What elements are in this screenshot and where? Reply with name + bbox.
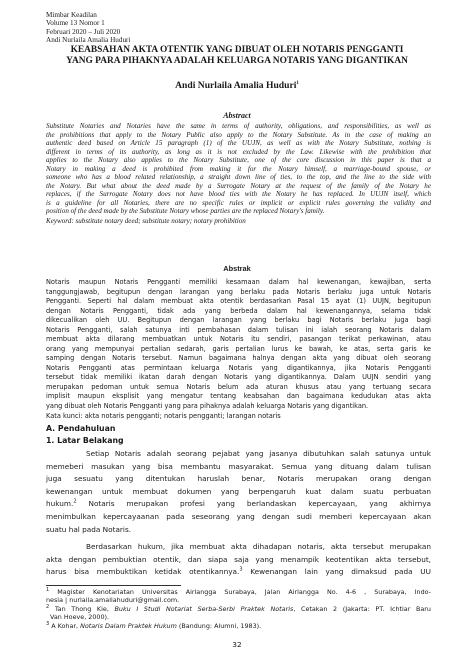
journal-period: Februari 2020 – Juli 2020 — [46, 27, 121, 36]
text-line: dikecualikan oleh UU. Begitupun dengan larangan yang berlaku bagi Notaris berlaku juga bagi — [46, 316, 431, 324]
journal-volume: Volume 13 Nomor 1 — [46, 19, 105, 28]
running-header — [46, 11, 130, 45]
paragraph-1 — [46, 448, 431, 536]
text-line: Notaris Pengganti, salah satunya inti pembahasan dalam tulisan ini ialah seorang Notaris dalam — [46, 325, 431, 334]
footnote-1: $^1$ Magister Kenotariatan Universitas Airlangga Surabaya, Jalan Airlangga No. 4-6 , Surabaya, Indo- nesia | nurlaila.amaliahuduri@gmail.com. — [46, 586, 431, 605]
text-line: Berdasarkan hukum, jika membuat akta dihadapan notaris, akta tersebut merupakan — [86, 542, 431, 551]
keywords-indonesian: Kata kunci: akta notaris pengganti; notaris pengganti; larangan notaris — [46, 412, 281, 420]
footnote-mark: 1 — [46, 586, 50, 593]
text-line: memeberi masukan yang bisa membantu masyarakat. Semua yang dituang dalam tulisan — [46, 461, 431, 471]
abstract-heading: Abstract — [223, 111, 251, 120]
footnote-mark: 3 — [239, 566, 243, 573]
author-footnote-mark: 1 — [296, 80, 299, 86]
text-line: tanggungjawab, begitupun dengan larangan yang berlaku pada Notaris berlaku juga untuk Notaris — [46, 287, 431, 296]
text-line: replaces, if the Surrogate Notary does not have blood ties with the Notary he has replaced. In UUJN itself, which — [46, 190, 431, 199]
text-line: membuat akta dilarang membuatkan untuk Notaris itu sendiri, pasangan terikat perkawinan, atau — [46, 335, 431, 343]
abstract-english — [46, 122, 431, 216]
paragraph-2 — [46, 541, 431, 579]
text-line: merupakan pedoman untuk semua Notaris belum ada aturan khusus atau yang tertuang secara — [46, 382, 431, 391]
title-line: YANG PARA PIHAKNYA ADALAH KELUARGA NOTARIS YANG DIGANTIKAN — [66, 56, 408, 66]
text-line: Substitute Notaries and Notaries have the same in terms of authority, obligations, and responsibilities, as well as — [46, 122, 431, 130]
text-line: Setiap Notaris adalah seorang pejabat yang jasanya dibutuhkan salah satunya untuk — [86, 449, 431, 458]
text-line: yang dibuat oleh Notaris Pengganti yang para pihaknya adalah keluarga Notaris yang digantikan. — [46, 401, 369, 410]
text-line: different in terms of its authority, as long as it is not excluded by the Law. Likewise with the prohibition that — [46, 147, 431, 156]
footnote-mark: 3 — [46, 620, 50, 627]
running-author: Andi Nurlaila Amalia Huduri — [46, 36, 131, 45]
text-line: akta dengan pembuktian otentik, dan siapa saja yang menampik keotentikan akta tersebut, — [46, 554, 431, 564]
title-line: KEABSAHAN AKTA OTENTIK YANG DIBUAT OLEH NOTARIS PENGGANTI — [70, 45, 404, 55]
abstrak-heading: Abstrak — [223, 264, 251, 273]
abstract-indonesian — [46, 278, 431, 411]
text-line: Notaris maupun Notaris Pengganti memiliki kesamaan dalam hal kewenangan, kewajiban, serta — [46, 278, 431, 286]
text-line: authentic deed based on Article 15 paragraph (1) of the UUJN, as well as with the Notary Substitute, nothing is — [46, 139, 431, 148]
text-line: the Notary. But what about the deed made by a Surrogate Notary at the request of the family of the Notary he — [46, 181, 431, 190]
text-line: Notaris Pengganti atas permintaan keluarga Notaris yang digantikannya, jika Notaris Pengganti — [46, 363, 431, 372]
text-line: Notary in making a deed is prohibited from making it for the Notary himself, a marriage-bound spouse, or — [46, 164, 431, 173]
text-line: position of the deed made by the Substitute Notary whose parties are the replaced Notary's family. — [46, 207, 325, 216]
text-line: Pengganti. Seperti hal dalam membuat akta otentik berdasarkan Pasal 15 ayat (1) UUJN, begitupun — [46, 297, 431, 305]
text-line: applies to the Notary also applies to the Notary Substitute, one of the core discussion in this paper is that a — [46, 156, 431, 165]
article-title — [0, 45, 474, 67]
footnote-2: $^2$ Tan Thong Kie, Buku I Studi Notariat Serba-Serbi Praktek Notaris, Cetakan 2 (Jakarta: PT. Ichtiar Baru Van Hoeve, 2000). — [46, 603, 431, 622]
footnote-3: $^3$ A Kohar, Notaris Dalam Praktek Hukum (Bandung: Alumni, 1983). — [46, 620, 262, 630]
text-line: samping dengan Notaris tersebut. Namun bagaimana halnya dengan akta yang dibuat oleh seorang — [46, 354, 431, 362]
text-line: someone who has a blood related relationship, a straight down line of ties, to the top, and the line to the side with — [46, 173, 431, 182]
page-number: 32 — [232, 640, 242, 649]
section-heading-pendahuluan: A. Pendahuluan — [46, 424, 116, 433]
text-line: dengan Notaris Pengganti, tidak ada yang berbeda dalam hal kewenangannya, selama tidak — [46, 306, 431, 315]
author-name: Andi Nurlaila Amalia Huduri — [175, 80, 297, 91]
footnote-mark: 2 — [73, 498, 77, 505]
author-line — [0, 80, 474, 91]
footnote-separator — [46, 585, 181, 586]
text-line: harus bisa membuktikan ketidak otentikannya.$^3$ Kewenangan lain yang dimaksud pada UU — [46, 566, 431, 577]
text-line: juga sesuatu yang ditentukan haruslah benar, Notaris merupakan orang dengan — [46, 474, 431, 484]
text-line: is a guideline for all Notaries, there are no specific rules or implicit or explicit rules governing the validity and — [46, 198, 431, 207]
text-line: suatu hal pada Notaris. — [46, 524, 132, 534]
journal-name: Mimbar Keadilan — [46, 11, 97, 19]
text-line: hukum.$^2$ Notaris merupakan profesi yang berlandaskan kepercayaan, yang akhirnya — [46, 498, 431, 509]
footnote-mark: 2 — [46, 603, 50, 610]
text-line: implisit maupun eksplisit yang mengatur tentang keabsahan dan bagaimana kedudukan atas akta — [46, 392, 431, 400]
text-line: the prohibitions that apply to the Notary Public also apply to the Notary Substitute. As in the case of making an — [46, 130, 431, 139]
section-heading-latar-belakang: 1. Latar Belakang — [46, 436, 124, 445]
text-line: orang yang mempunyai pertalian sedarah, garis pertalian lurus ke bawah, ke atas, serta garis ke — [46, 344, 431, 353]
text-line: kewenangan untuk membuat dokumen yang berpengaruh kuat dalam suatu perbuatan — [46, 486, 431, 496]
text-line: tersebut tidak memiliki ikatan darah dengan Notaris yang digantikannya. Dalam UUJN sendiri yang — [46, 373, 431, 381]
text-line: menimbulkan kepercayaanan pada seseorang yang dengan sudi memberi kepercayaan akan — [46, 511, 431, 521]
keywords-english: Keyword: substitute notary deed; substitute notary; notary prohibition — [46, 217, 246, 225]
